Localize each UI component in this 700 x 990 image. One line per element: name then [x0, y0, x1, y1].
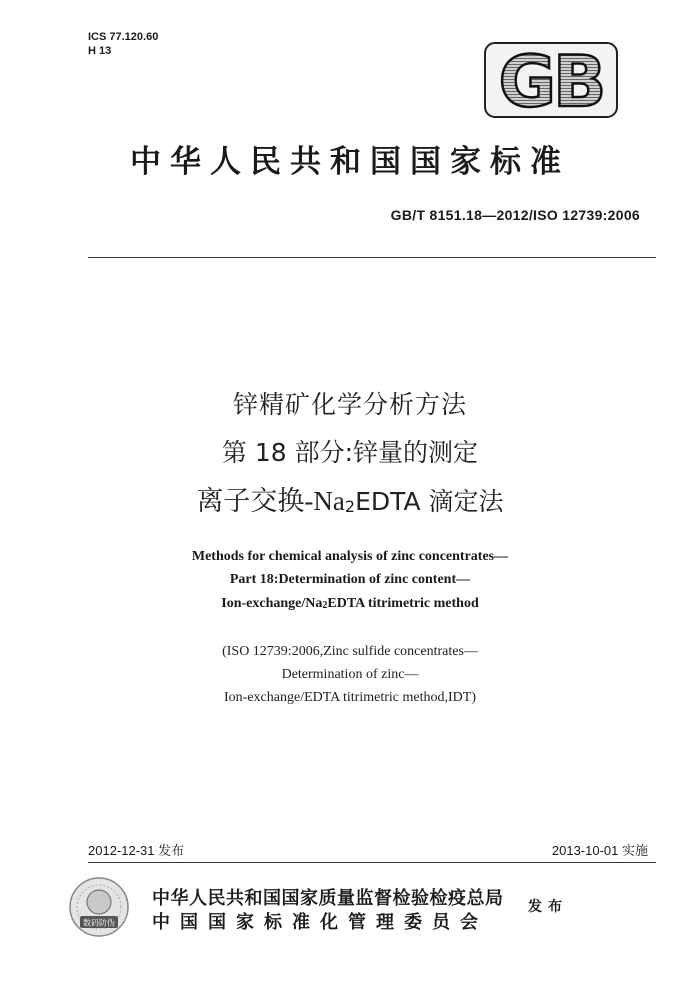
authority-line1: 中华人民共和国国家质量监督检验检疫总局: [152, 888, 504, 909]
title-en-line3-pre: Ion-exchange/Na: [221, 596, 323, 611]
iso-reference-line2: Determination of zinc—: [281, 667, 419, 682]
implementation-date: 2013-10-01 实施: [551, 843, 648, 858]
title-en-line2: Part 18:Determination of zinc content—: [229, 572, 471, 587]
header-divider: [88, 257, 656, 258]
seal-label: 数码防伪: [83, 918, 115, 928]
standard-number: GB/T 8151.18—2012/ISO 12739:2006: [390, 207, 640, 223]
title-en-line3-sub: 2: [322, 600, 328, 611]
title-cn-line3-post: EDTA 滴定法: [355, 487, 504, 516]
title-cn-line3-pre: 离子交换-Na: [196, 486, 345, 516]
title-en-line1: Methods for chemical analysis of zinc concentrates—: [191, 549, 509, 564]
iso-reference-line3: Ion-exchange/EDTA titrimetric method,IDT): [224, 690, 476, 705]
footer-divider: [88, 862, 656, 863]
title-cn-line2: 第 18 部分:锌量的测定: [221, 438, 479, 467]
title-en-line3: [0, 594, 700, 615]
issue-date: 2012-12-31 发布: [88, 843, 185, 858]
iso-reference-line1: (ISO 12739:2006,Zinc sulfide concentrates—: [222, 644, 478, 659]
gb-logo: [484, 42, 618, 118]
ccs-code: H 13: [88, 45, 112, 57]
title-cn-line3-sub: 2: [344, 497, 356, 516]
title-cn-line3: [0, 486, 700, 522]
classification-codes: [88, 30, 158, 58]
title-cn-line1: 锌精矿化学分析方法: [232, 390, 467, 419]
authority-line2: 中国国家标准化管理委员会: [152, 912, 488, 933]
anti-counterfeit-seal-icon: [68, 876, 130, 938]
issue-label: 发布: [528, 899, 568, 915]
title-en-line3-post: EDTA titrimetric method: [327, 596, 479, 611]
ics-code: ICS 77.120.60: [88, 31, 159, 43]
gb-logo-text: GB: [498, 42, 604, 118]
standard-title: 中华人民共和国国家标准: [130, 144, 570, 180]
